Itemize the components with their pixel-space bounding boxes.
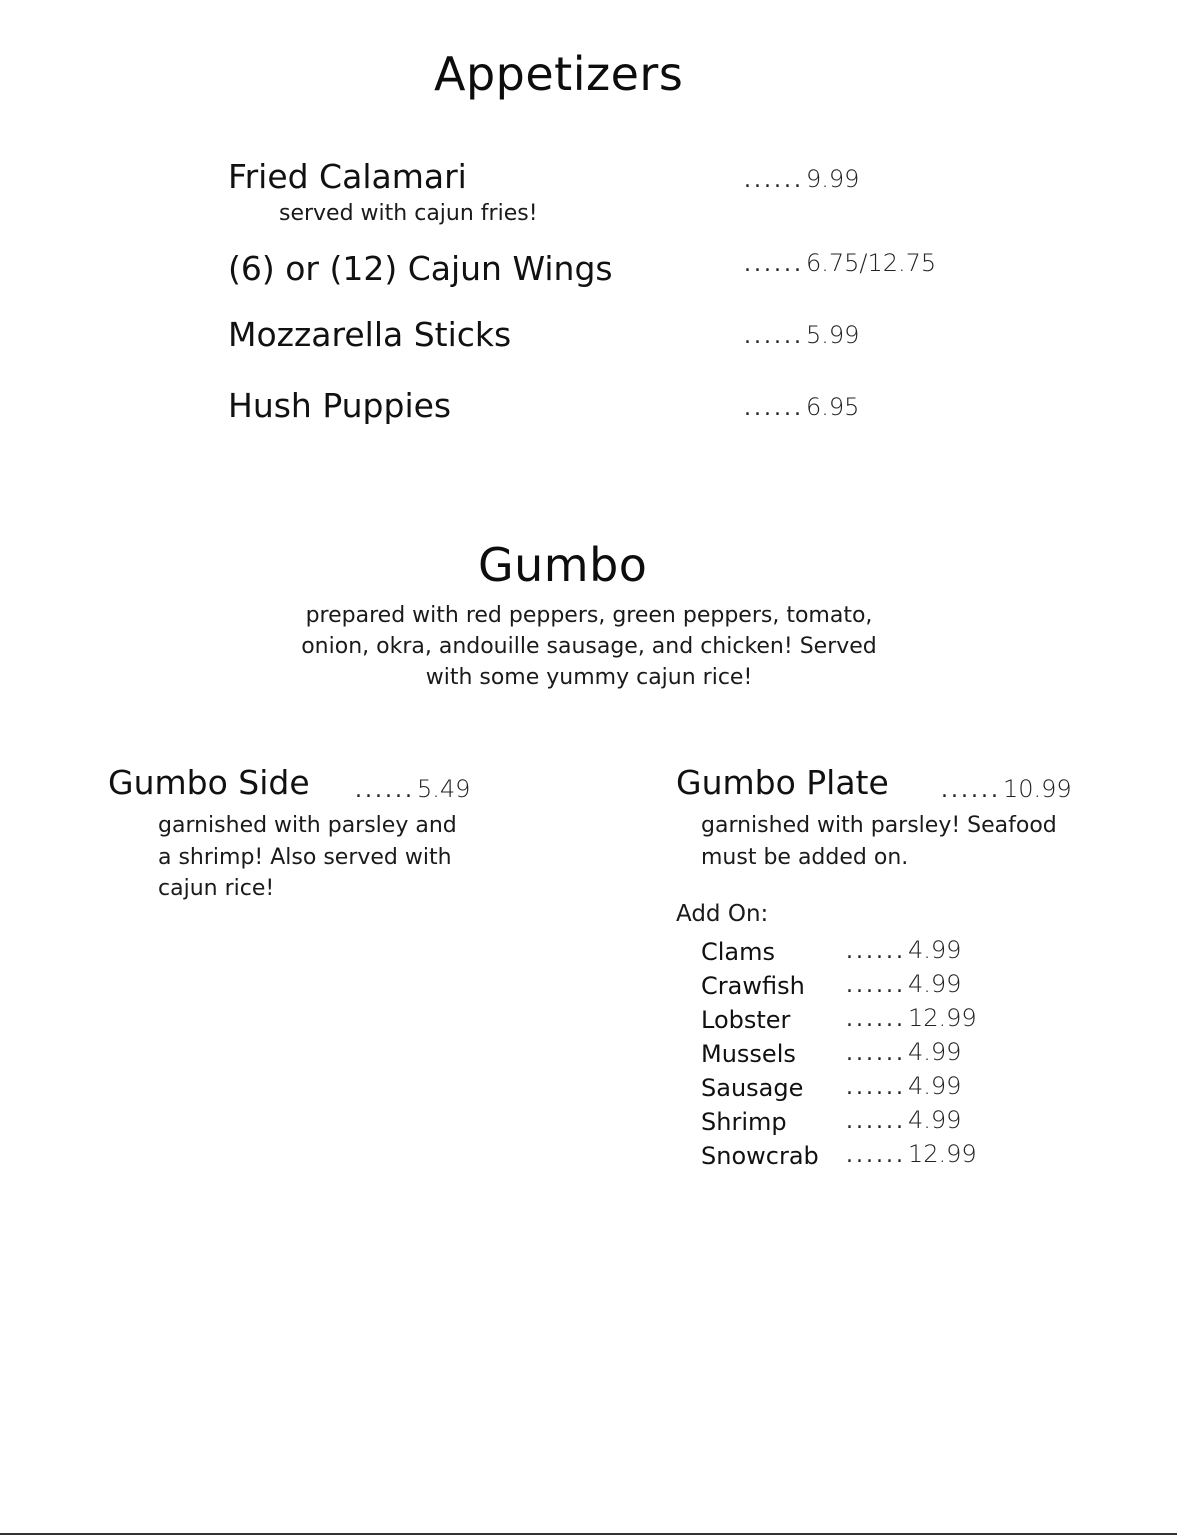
addon-name: Snowcrab — [701, 1142, 819, 1170]
addon-price — [846, 1038, 961, 1066]
leader-dots: ...... — [846, 939, 906, 964]
menu-item-name: Fried Calamari — [228, 157, 467, 196]
price-value: 4.99 — [907, 1106, 962, 1134]
description-line: garnished with parsley and — [158, 813, 457, 838]
addon-name: Clams — [701, 938, 776, 966]
addon-heading: Add On: — [676, 901, 769, 927]
leader-dots: ...... — [744, 396, 804, 421]
leader-dots: ...... — [744, 324, 804, 349]
menu-item-price — [744, 321, 859, 349]
gumbo-plate-name: Gumbo Plate — [676, 763, 889, 802]
addon-price — [846, 1004, 977, 1032]
addon-name: Mussels — [701, 1040, 796, 1068]
menu-item-price — [744, 165, 859, 193]
gumbo-side-name: Gumbo Side — [108, 763, 310, 802]
leader-dots: ...... — [355, 778, 415, 803]
leader-dots: ...... — [744, 168, 804, 193]
leader-dots: ...... — [744, 252, 804, 277]
description-line: a shrimp! Also served with — [158, 844, 452, 870]
page-bottom-border — [0, 1533, 1177, 1535]
description-line: garnished with parsley! Seafood — [701, 813, 1057, 838]
leader-dots: ...... — [846, 1143, 906, 1168]
price-value: 5.99 — [805, 321, 860, 349]
addon-price — [846, 1072, 961, 1100]
appetizers-heading: Appetizers — [434, 47, 684, 101]
price-value: 5.49 — [416, 775, 471, 803]
menu-item-price — [744, 249, 936, 277]
leader-dots: ...... — [846, 1109, 906, 1134]
description-line: must be added on. — [701, 844, 909, 870]
addon-price — [846, 970, 961, 998]
price-value: 4.99 — [907, 1072, 962, 1100]
addon-name: Crawfish — [701, 972, 805, 1000]
leader-dots: ...... — [846, 1075, 906, 1100]
price-value: 4.99 — [907, 936, 962, 964]
addon-name: Shrimp — [701, 1108, 787, 1136]
price-value: 12.99 — [907, 1140, 977, 1168]
description-line: onion, okra, andouille sausage, and chicken! Served — [301, 634, 877, 659]
leader-dots: ...... — [941, 778, 1001, 803]
description-line: cajun rice! — [158, 876, 275, 901]
price-value: 6.95 — [805, 393, 860, 421]
price-value: 4.99 — [907, 970, 962, 998]
gumbo-plate-price — [941, 775, 1072, 803]
description-line: prepared with red peppers, green peppers, tomato, — [305, 603, 873, 628]
price-value: 9.99 — [805, 165, 860, 193]
leader-dots: ...... — [846, 1041, 906, 1066]
gumbo-plate-description — [701, 810, 1121, 873]
price-value: 6.75/12.75 — [805, 249, 937, 277]
price-value: 10.99 — [1002, 775, 1072, 803]
gumbo-heading: Gumbo — [478, 538, 648, 592]
gumbo-side-description — [158, 810, 518, 905]
addon-name: Lobster — [701, 1006, 791, 1034]
addon-price — [846, 1140, 977, 1168]
addon-price — [846, 936, 961, 964]
leader-dots: ...... — [846, 973, 906, 998]
menu-item-description: served with cajun fries! — [279, 201, 538, 226]
menu-item-price — [744, 393, 859, 421]
price-value: 12.99 — [907, 1004, 977, 1032]
addon-price — [846, 1106, 961, 1134]
menu-item-name: Hush Puppies — [228, 386, 452, 425]
gumbo-side-price — [355, 775, 470, 803]
gumbo-description — [236, 600, 942, 693]
menu-item-name: (6) or (12) Cajun Wings — [228, 249, 613, 288]
addon-name: Sausage — [701, 1074, 804, 1102]
description-line: with some yummy cajun rice! — [425, 665, 753, 690]
menu-item-name: Mozzarella Sticks — [228, 315, 512, 354]
leader-dots: ...... — [846, 1007, 906, 1032]
price-value: 4.99 — [907, 1038, 962, 1066]
